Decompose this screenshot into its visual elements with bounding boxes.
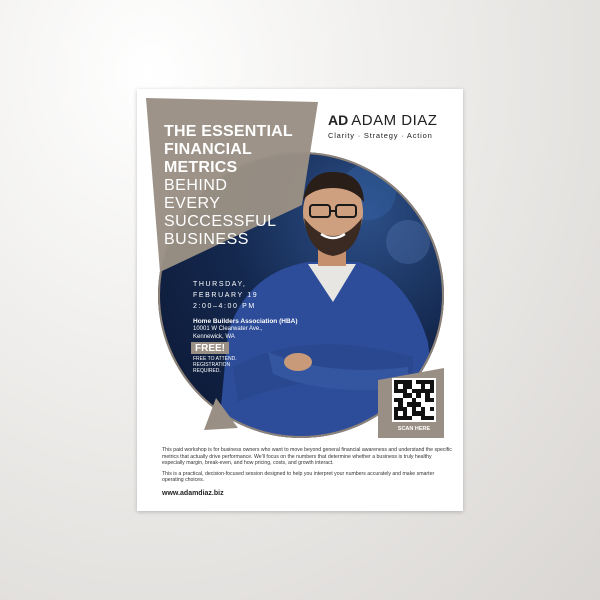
headline-line: SUCCESSFUL	[164, 213, 277, 230]
description	[162, 447, 452, 488]
accent-triangle	[204, 398, 238, 430]
qr-section[interactable]	[384, 368, 444, 438]
brand-logo	[328, 112, 456, 130]
headline-line: FINANCIAL	[164, 141, 253, 158]
brand-tagline: Clarity · Strategy · Action	[328, 131, 433, 140]
event-address-line1: 10001 W Clearwater Ave.,	[193, 326, 263, 332]
event-venue: Home Builders Association (HBA)	[193, 318, 298, 325]
brand-name: ADAM DIAZ	[351, 112, 438, 129]
event-details	[193, 279, 298, 341]
event-day: THURSDAY,	[193, 281, 247, 288]
description-paragraph: This is a practical, decision-focused session designed to help you interpret your numbers accurately and make smarter operating choices.	[162, 470, 435, 484]
free-badge: FREE!	[191, 342, 229, 354]
headline-line: THE ESSENTIAL	[164, 123, 293, 140]
description-paragraph: This paid workshop is for business owners who want to move beyond general financial awareness and understand the specific metrics that actually drive performance. We'll focus on the numbers that determine whether a business is truly healthy especially margin, break-even, and how pricing, costs, and growth interact.	[162, 447, 452, 467]
headline-line: EVERY	[164, 195, 221, 212]
qr-code[interactable]	[392, 378, 436, 422]
headline-line: BEHIND	[164, 177, 228, 194]
event-time: 2:00–4:00 PM	[193, 303, 256, 310]
scan-label: SCAN HERE	[397, 426, 431, 432]
headline	[164, 123, 324, 249]
logo-mark: AD	[328, 112, 349, 128]
event-date: FEBRUARY 19	[193, 292, 259, 299]
registration-note: FREE TO ATTEND. REGISTRATION REQUIRED.	[193, 356, 237, 374]
headline-line: BUSINESS	[164, 231, 249, 248]
website-link[interactable]: www.adamdiaz.biz	[162, 490, 224, 497]
headline-line: METRICS	[164, 159, 238, 176]
event-address-line2: Kennewick, WA	[193, 334, 235, 340]
